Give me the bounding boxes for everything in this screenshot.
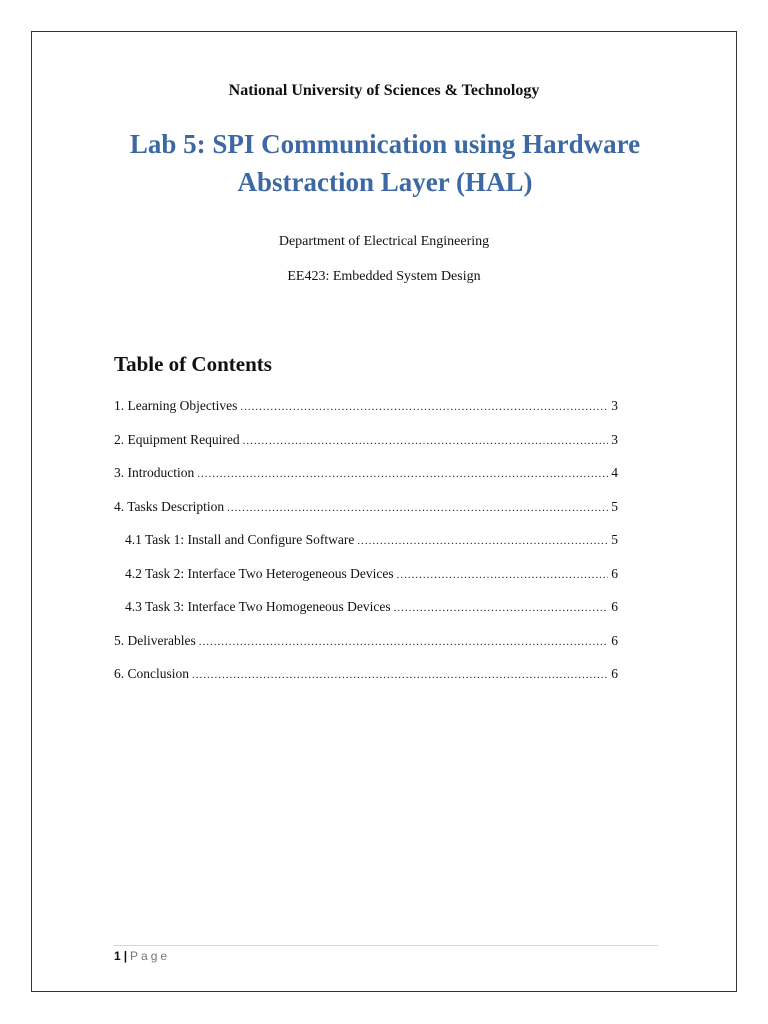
toc-entry-task-1[interactable] [114,530,618,564]
toc-entry-learning-objectives[interactable] [114,396,618,430]
toc-entry-equipment-required[interactable] [114,430,618,464]
toc-entry-label: 4.3 Task 3: Interface Two Homogeneous Devices [125,599,391,614]
toc-entry-page: 6 [611,632,618,648]
toc-entry-page: 6 [611,565,618,581]
toc-entry-label: 4.2 Task 2: Interface Two Heterogeneous Devices [125,565,394,581]
document-page [31,31,737,992]
footer-divider [114,945,658,946]
toc-entry-page: 5 [611,498,618,514]
toc-heading: Table of Contents [114,352,272,376]
table-of-contents [114,396,618,698]
toc-entry-introduction[interactable] [114,463,618,497]
toc-entry-page: 3 [611,398,618,413]
toc-entry-tasks-description[interactable] [114,497,618,531]
toc-entry-label: 5. Deliverables [114,632,196,648]
toc-leader-dots [227,498,608,518]
department-name: Department of Electrical Engineering [278,234,490,249]
toc-leader-dots [394,598,609,618]
toc-entry-deliverables[interactable] [114,631,618,665]
footer-page-number: 1 [114,949,121,963]
toc-entry-task-2[interactable] [114,564,618,598]
toc-entry-label: 4.1 Task 1: Install and Configure Software [125,532,355,547]
footer-page-word: Page [130,949,171,963]
toc-entry-page: 3 [611,431,618,447]
toc-entry-label: 6. Conclusion [114,666,190,681]
toc-entry-page: 6 [611,599,618,614]
course-name: EE423: Embedded System Design [287,269,481,284]
institution-name: National University of Sciences & Technology [228,82,540,99]
toc-entry-page: 5 [611,532,618,547]
toc-leader-dots [197,464,608,484]
toc-leader-dots [199,632,609,652]
toc-entry-label: 2. Equipment Required [114,431,240,447]
footer-separator: | [123,949,128,963]
document-title: Lab 5: SPI Communication using Hardware Abstraction Layer (HAL) [129,129,641,197]
toc-entry-label: 3. Introduction [114,465,195,480]
toc-entry-label: 4. Tasks Description [114,498,225,514]
toc-entry-task-3[interactable] [114,597,618,631]
toc-leader-dots [397,565,609,585]
toc-entry-page: 6 [611,666,618,681]
toc-entry-page: 4 [611,465,618,480]
toc-leader-dots [243,431,609,451]
toc-entry-conclusion[interactable] [114,664,618,698]
page-footer [114,949,170,963]
toc-entry-label: 1. Learning Objectives [114,398,238,413]
toc-leader-dots [357,531,608,551]
toc-leader-dots [192,665,608,685]
toc-leader-dots [240,397,608,417]
